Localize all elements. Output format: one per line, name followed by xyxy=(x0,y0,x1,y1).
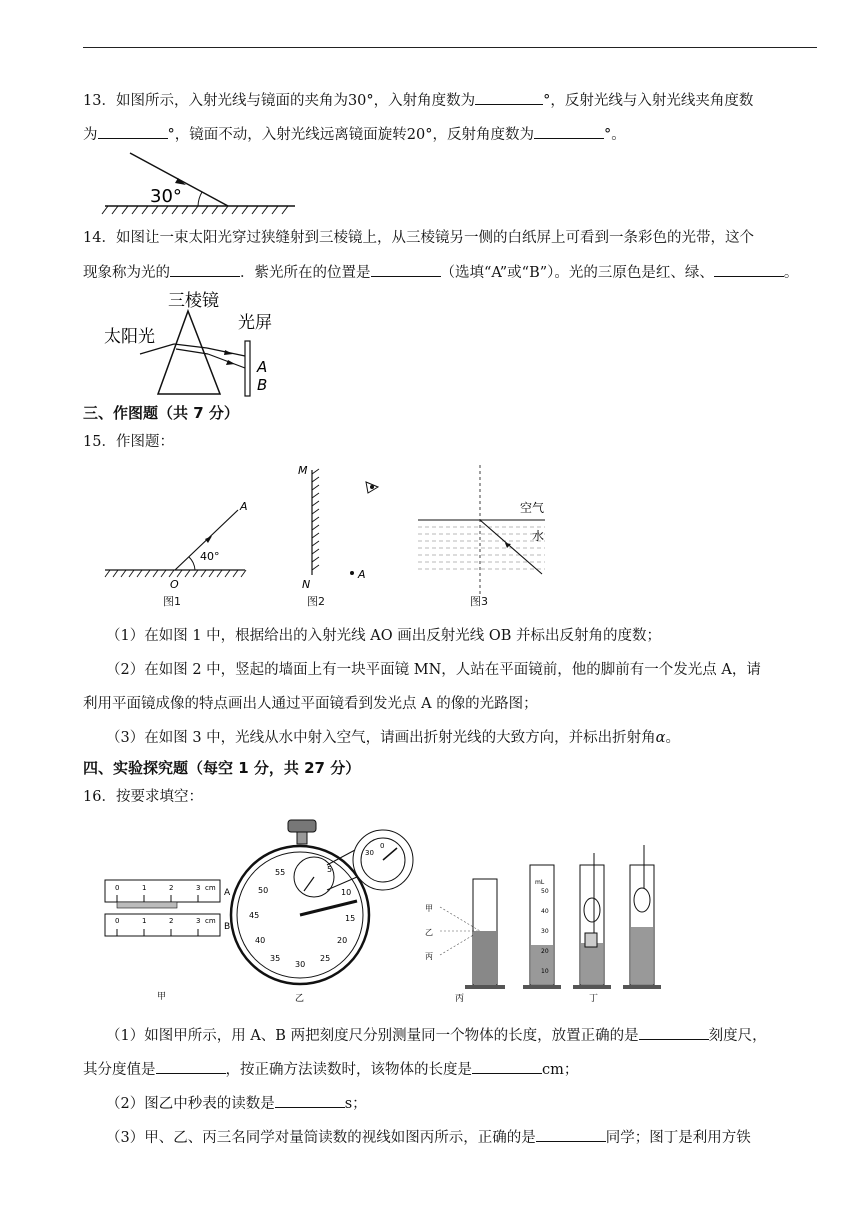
measuring-cylinder-1 xyxy=(465,879,505,989)
q14-line2 xyxy=(83,262,798,283)
svg-text:mL: mL xyxy=(535,879,545,886)
svg-text:45: 45 xyxy=(249,911,260,920)
q13-text-b: °，反射光线与入射光线夹角度数 xyxy=(543,93,754,109)
svg-text:40: 40 xyxy=(255,936,266,945)
q14-text-b: ．紫光所在的位置是 xyxy=(240,265,371,281)
q16-title: 16．按要求填空： xyxy=(83,789,203,805)
svg-text:30: 30 xyxy=(541,928,549,935)
svg-text:0: 0 xyxy=(115,917,120,925)
q16-p3 xyxy=(106,1127,751,1148)
svg-text:3: 3 xyxy=(196,917,201,925)
screen-label: 光屏 xyxy=(238,313,272,333)
svg-text:2: 2 xyxy=(169,917,174,925)
q14-blank-3[interactable] xyxy=(714,262,784,277)
svg-text:5: 5 xyxy=(327,865,333,874)
q14-text-c: （选填“A”或“B”）。光的三原色是红、绿、 xyxy=(440,265,714,281)
fig-bing-caption: 丙 xyxy=(455,994,465,1004)
fig3-caption: 图3 xyxy=(470,595,488,608)
q15-title: 15．作图题： xyxy=(83,434,174,450)
fig2-a-label: A xyxy=(358,568,366,581)
svg-text:10: 10 xyxy=(541,968,549,975)
fig3-water-label: 水 xyxy=(532,529,545,543)
svg-text:2: 2 xyxy=(169,884,174,892)
fig-ding-caption: 丁 xyxy=(589,994,599,1004)
svg-text:30: 30 xyxy=(295,960,306,969)
q16-blank-1[interactable] xyxy=(639,1025,709,1040)
svg-text:50: 50 xyxy=(258,886,269,895)
q14-blank-2[interactable] xyxy=(371,262,441,277)
svg-text:乙: 乙 xyxy=(425,928,433,937)
q15-p3 xyxy=(106,728,680,748)
eye-icon xyxy=(366,482,378,493)
q14-line1: 14．如图让一束太阳光穿过狭缝射到三棱镜上，从三棱镜另一侧的白纸屏上可看到一条彩色的光带，这个 xyxy=(83,230,754,246)
fig2-caption: 图2 xyxy=(307,595,325,608)
section-4-heading: 四、实验探究题（每空 1 分，共 27 分） xyxy=(83,759,361,777)
q16-blank-3[interactable] xyxy=(472,1059,542,1074)
q16-blank-4[interactable] xyxy=(275,1093,345,1108)
q16-p1-text-c: 其分度值是 xyxy=(83,1062,156,1078)
q16-p1-line1 xyxy=(106,1025,767,1046)
q15-p3-end: 。 xyxy=(665,730,680,746)
q14-blank-1[interactable] xyxy=(170,262,240,277)
alpha-symbol: α xyxy=(655,730,666,746)
q13-line2 xyxy=(83,124,626,145)
svg-text:B: B xyxy=(224,922,231,932)
q15-p3-text: （3）在如图 3 中，光线从水中射入空气，请画出折射光线的大致方向，并标出折射角 xyxy=(106,730,656,746)
q15-figures xyxy=(100,460,560,610)
svg-text:20: 20 xyxy=(541,948,549,955)
fig1-angle-label: 40° xyxy=(200,550,220,563)
q16-p1-text-b: 刻度尺， xyxy=(708,1028,767,1044)
svg-text:10: 10 xyxy=(341,888,352,897)
prism-label: 三棱镜 xyxy=(168,291,219,311)
fig1-a-label: A xyxy=(240,500,248,513)
svg-text:cm: cm xyxy=(205,917,216,925)
q16-p3-text-a: （3）甲、乙、丙三名同学对量筒读数的视线如图丙所示，正确的是 xyxy=(106,1130,536,1146)
q16-p1-text-d: ，按正确方法读数时，该物体的长度是 xyxy=(225,1062,472,1078)
q13-text-a: 13．如图所示，入射光线与镜面的夹角为30°，入射角度数为 xyxy=(83,93,476,109)
q13-text-d: °，镜面不动，入射光线远离镜面旋转20°，反射角度数为 xyxy=(167,127,534,143)
fig-yi-caption: 乙 xyxy=(295,994,305,1004)
q16-blank-2[interactable] xyxy=(156,1059,226,1074)
svg-text:丙: 丙 xyxy=(425,952,433,961)
q16-p2-text-a: （2）图乙中秒表的读数是 xyxy=(106,1096,275,1112)
q14-text-d: 。 xyxy=(783,265,799,281)
svg-text:50: 50 xyxy=(541,888,549,895)
svg-text:25: 25 xyxy=(320,954,331,963)
fig1-caption: 图1 xyxy=(163,595,181,608)
ruler-a xyxy=(105,880,220,902)
q15-p1: （1）在如图 1 中，根据给出的入射光线 AO 画出反射光线 OB 并标出反射角的度数； xyxy=(106,628,662,644)
svg-text:30: 30 xyxy=(365,849,374,857)
q15-p2a: （2）在如图 2 中，竖起的墙面上有一块平面镜 MN，人站在平面镜前，他的脚前有一个发光点 A，请 xyxy=(106,662,761,678)
fig1-o-label: O xyxy=(170,578,179,591)
fig2-n-label: N xyxy=(302,578,311,591)
svg-text:35: 35 xyxy=(270,954,281,963)
screen-shape xyxy=(245,341,250,396)
svg-text:0: 0 xyxy=(115,884,120,892)
svg-text:A: A xyxy=(224,888,231,898)
svg-text:40: 40 xyxy=(541,908,549,915)
section-3-heading: 三、作图题（共 7 分） xyxy=(83,404,239,422)
svg-text:3: 3 xyxy=(196,884,201,892)
point-b-label: B xyxy=(257,376,268,394)
fig2-m-label: M xyxy=(298,464,308,477)
svg-text:55: 55 xyxy=(275,868,286,877)
q16-p3-text-b: 同学；图丁是利用方铁 xyxy=(605,1130,751,1146)
q13-blank-2[interactable] xyxy=(98,124,168,139)
q16-figures xyxy=(95,815,675,1010)
q16-p2 xyxy=(106,1093,367,1114)
prism-shape xyxy=(158,311,220,394)
svg-text:20: 20 xyxy=(337,936,348,945)
svg-text:cm: cm xyxy=(205,884,216,892)
stopwatch xyxy=(231,820,413,984)
q16-p1-line2 xyxy=(83,1059,578,1080)
header-rule xyxy=(83,47,817,48)
q14-text-a: 现象称为光的 xyxy=(83,265,170,281)
q13-text-e: °。 xyxy=(603,127,626,143)
measuring-cylinder-4 xyxy=(623,845,661,989)
point-a-label: A xyxy=(257,358,268,376)
q13-blank-3[interactable] xyxy=(534,124,604,139)
ruler-b xyxy=(105,914,220,936)
fig3-air-label: 空气 xyxy=(520,501,545,515)
q13-figure xyxy=(100,148,300,218)
measuring-cylinder-3 xyxy=(573,853,611,989)
q16-p1-text-a: （1）如图甲所示，用 A、B 两把刻度尺分别测量同一个物体的长度，放置正确的是 xyxy=(106,1028,639,1044)
q13-line1 xyxy=(83,90,753,111)
fig-jia-caption: 甲 xyxy=(157,992,167,1002)
q13-blank-1[interactable] xyxy=(475,90,543,105)
q15-p2b: 利用平面镜成像的特点画出人通过平面镜看到发光点 A 的像的光路图； xyxy=(83,696,538,712)
svg-text:15: 15 xyxy=(345,914,356,923)
svg-text:1: 1 xyxy=(142,884,147,892)
sunlight-label: 太阳光 xyxy=(104,327,155,347)
svg-text:1: 1 xyxy=(142,917,147,925)
q16-p2-text-b: s； xyxy=(344,1096,367,1112)
svg-text:0: 0 xyxy=(380,842,385,850)
svg-text:甲: 甲 xyxy=(425,904,433,913)
q13-text-c: 为 xyxy=(83,127,98,143)
q14-figure xyxy=(100,286,290,401)
q16-p1-text-e: cm； xyxy=(542,1062,579,1078)
measuring-cylinder-2 xyxy=(523,865,561,989)
q13-angle-label: 30° xyxy=(150,186,182,207)
q16-blank-5[interactable] xyxy=(536,1127,606,1142)
